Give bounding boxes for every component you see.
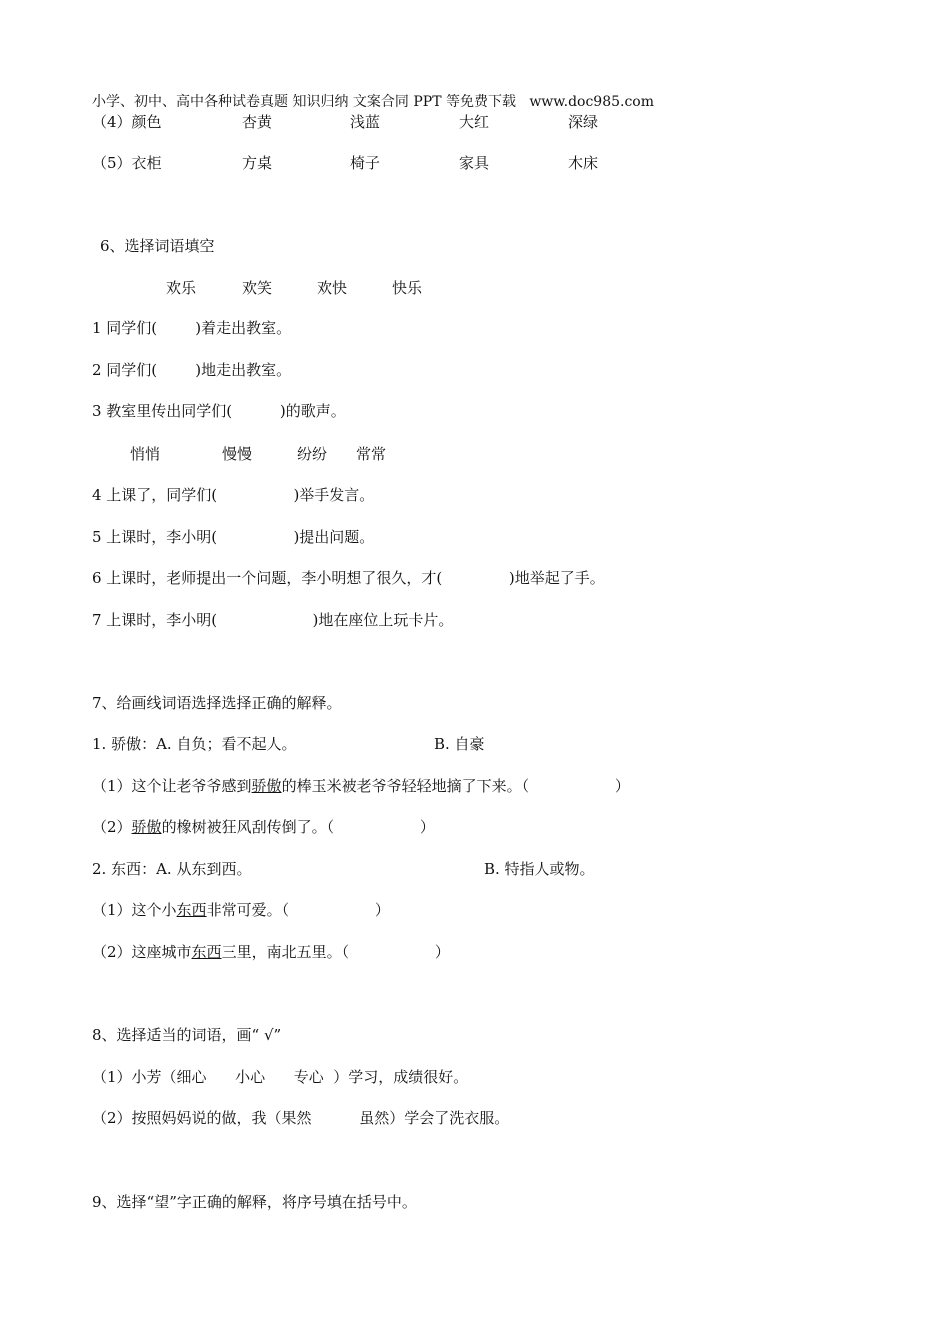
q7-word1-def-a: 1. 骄傲：A. 自负；看不起人。: [92, 735, 297, 753]
q6-sentence: 3 教室里传出同学们( )的歌声。: [92, 402, 346, 420]
q6-sentence: 2 同学们( )地走出教室。: [92, 361, 292, 379]
q7-title: 7、给画线词语选择选择正确的解释。: [92, 694, 342, 712]
q8-sentence: （2）按照妈妈说的做，我（果然 虽然）学会了洗衣服。: [92, 1109, 510, 1127]
q6-word-option: 纷纷: [297, 445, 328, 463]
q4-row5-item: 家具: [459, 154, 490, 172]
underlined-word: 东西: [176, 901, 207, 919]
q6-sentence: 4 上课了，同学们( )举手发言。: [92, 486, 375, 504]
q8-title: 8、选择适当的词语，画“ √”: [92, 1026, 282, 1044]
q6-title: 6、选择词语填空: [100, 237, 215, 255]
q4-row4-item: 杏黄: [242, 113, 273, 131]
q7-word1-sentence2: （2）骄傲的橡树被狂风刮传倒了。（ ）: [92, 818, 435, 836]
q6-word-option: 欢快: [317, 279, 348, 297]
q4-row5-label: （5）衣柜: [92, 154, 162, 172]
underlined-word: 骄傲: [131, 818, 162, 836]
q9-title: 9、选择“望”字正确的解释，将序号填在括号中。: [92, 1193, 417, 1211]
q6-sentence: 1 同学们( )着走出教室。: [92, 319, 292, 337]
q6-word-option: 慢慢: [222, 445, 253, 463]
q4-row4-label: （4）颜色: [92, 113, 162, 131]
q4-row4-item: 深绿: [568, 113, 599, 131]
q6-word-option: 常常: [356, 445, 387, 463]
underlined-word: 东西: [191, 943, 222, 961]
q7-word2-sentence2: （2）这座城市东西三里，南北五里。（ ）: [92, 943, 450, 961]
q7-word2-def-a: 2. 东西：A. 从东到西。: [92, 860, 252, 878]
q4-row5-item: 木床: [568, 154, 599, 172]
page-header: 小学、初中、高中各种试卷真题 知识归纳 文案合同 PPT 等免费下载 www.doc985.com: [92, 94, 655, 110]
q6-word-option: 欢笑: [242, 279, 273, 297]
q4-row5-item: 方桌: [242, 154, 273, 172]
q8-sentence: （1）小芳（细心 小心 专心 ）学习，成绩很好。: [92, 1068, 469, 1086]
q4-row4-item: 大红: [459, 113, 490, 131]
q4-row4-item: 浅蓝: [350, 113, 381, 131]
underlined-word: 骄傲: [251, 777, 282, 795]
q6-sentence: 7 上课时，李小明( )地在座位上玩卡片。: [92, 611, 454, 629]
q7-word1-def-b: B. 自豪: [434, 735, 485, 753]
q4-row5-item: 椅子: [350, 154, 381, 172]
q6-word-option: 快乐: [392, 279, 423, 297]
q6-sentence: 6 上课时，老师提出一个问题，李小明想了很久，才( )地举起了手。: [92, 569, 605, 587]
q6-word-option: 欢乐: [166, 279, 197, 297]
q7-word1-sentence1: （1）这个让老爷爷感到骄傲的棒玉米被老爷爷轻轻地摘了下来。（ ）: [92, 777, 630, 795]
q6-sentence: 5 上课时，李小明( )提出问题。: [92, 528, 375, 546]
q6-word-option: 悄悄: [130, 445, 161, 463]
q7-word2-def-b: B. 特指人或物。: [484, 860, 595, 878]
q7-word2-sentence1: （1）这个小东西非常可爱。（ ）: [92, 901, 390, 919]
